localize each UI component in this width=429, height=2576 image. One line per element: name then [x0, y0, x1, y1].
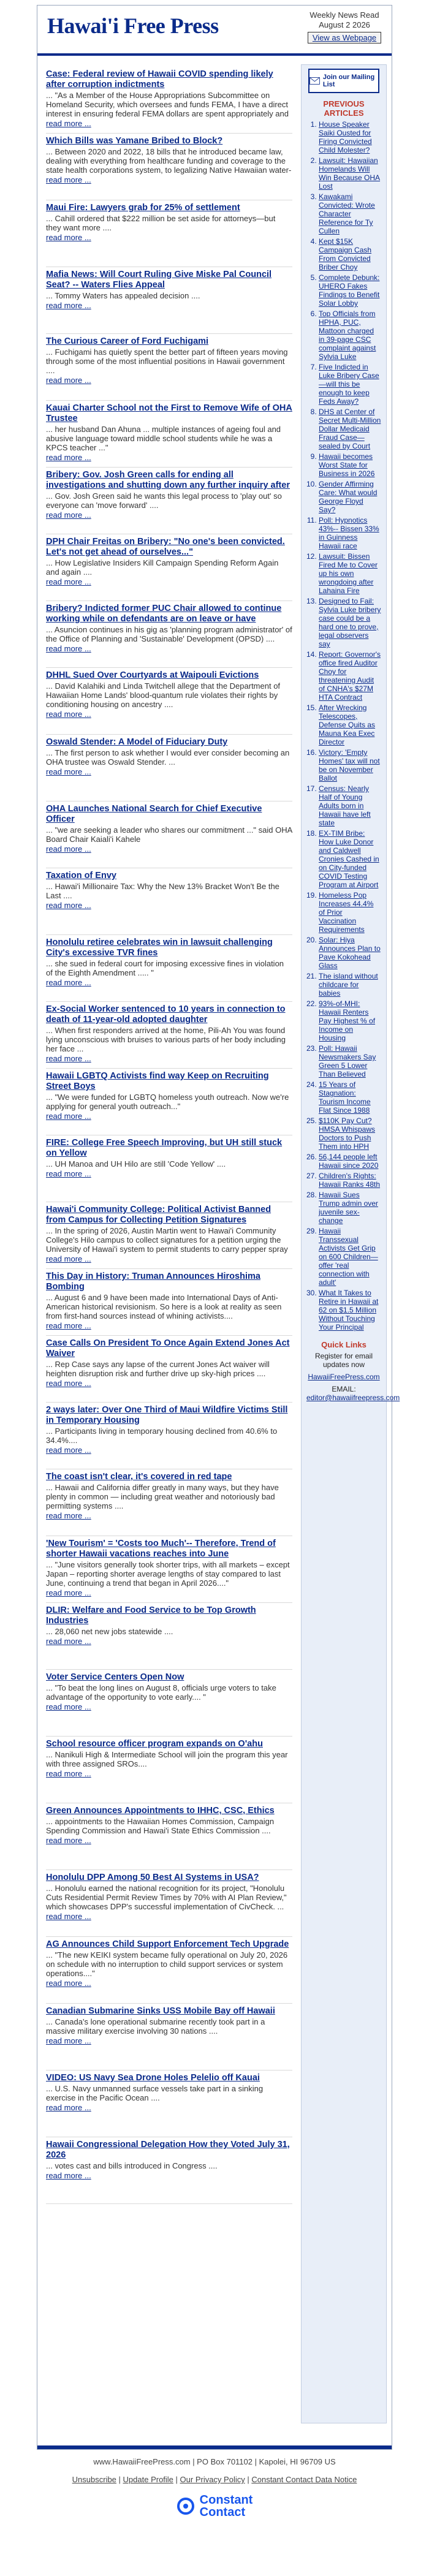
previous-article-item [319, 480, 381, 514]
story-headline-link[interactable]: The Curious Career of Ford Fuchigami [46, 336, 209, 346]
previous-article-link[interactable]: DHS at Center of Secret Multi-Million Dollar Medicaid Fraud Case—sealed by Court [319, 407, 381, 450]
story-headline-link[interactable]: This Day in History: Truman Announces Hiroshima Bombing [46, 1271, 260, 1292]
story [46, 401, 292, 468]
previous-article-link[interactable]: Report: Governor's office fired Auditor Choy for threatening Audit of CNHA's $27M HTA Contract [319, 650, 381, 702]
register-text: Register for email updates now [314, 1352, 373, 1369]
previous-article-link[interactable]: EX-TIM Bribe: How Luke Donor and Caldwell Cronies Cashed in on City-funded COVID Testing Program at Airport [319, 829, 379, 889]
cc-name-line2: Contact [199, 2506, 246, 2519]
story-headline-link[interactable]: Which Bills was Yamane Bribed to Block? [46, 136, 223, 146]
email-label: EMAIL: [332, 1385, 356, 1393]
site-link[interactable]: HawaiiFreePress.com [308, 1373, 380, 1381]
story [46, 601, 292, 668]
story [46, 1069, 292, 1135]
story-excerpt: ... Tommy Waters has appealed decision .... [46, 291, 200, 300]
story-excerpt: ... "The new KEIKI system became fully operational on July 20, 2026 on schedule with no interruption to child support services or system operations...." [46, 1950, 288, 1978]
story-excerpt: ... she sued in federal court for imposing excessive fines in violation of the Eighth Amendment ..... " [46, 959, 284, 977]
story-headline-link[interactable]: Hawaii Congressional Delegation How they Voted July 31, 2026 [46, 2140, 290, 2160]
read-more-link[interactable]: read more ... [46, 119, 91, 128]
story [46, 2137, 292, 2204]
read-more-link[interactable]: read more ... [46, 1112, 91, 1121]
read-more-link[interactable]: read more ... [46, 978, 91, 987]
read-more-link[interactable]: read more ... [46, 1836, 91, 1845]
previous-article-item [319, 1227, 381, 1287]
story-headline-link[interactable]: Canadian Submarine Sinks USS Mobile Bay off Hawaii [46, 2006, 275, 2016]
view-as-webpage-link[interactable]: View as Webpage [308, 32, 381, 44]
read-more-link[interactable]: read more ... [46, 2103, 91, 2112]
previous-article-item [319, 156, 381, 191]
read-more-link[interactable]: read more ... [46, 844, 91, 854]
story-headline-link[interactable]: Hawaii LGBTQ Activists find way Keep on Recruiting Street Boys [46, 1071, 269, 1091]
story-excerpt: ... Rep Case says any lapse of the current Jones Act waiver will heighten disruption risk and further drive up sky-high prices .... [46, 1360, 270, 1378]
previous-articles-title: PREVIOUS ARTICLES [323, 99, 365, 118]
previous-article-item [319, 237, 381, 271]
update-profile-link[interactable]: Update Profile [123, 2475, 173, 2484]
previous-article-link[interactable]: Hawaii Transsexual Activists Get Grip on 600 Children—offer 'real connection with adult' [319, 1227, 378, 1287]
story-excerpt: ... appointments to the Hawaiian Homes Commission, Campaign Spending Commission and Hawai'i State Ethics Commission .... [46, 1817, 275, 1835]
read-more-link[interactable]: read more ... [46, 1054, 91, 1063]
story [46, 1269, 292, 1336]
previous-article-item [319, 1172, 381, 1189]
read-more-link[interactable]: read more ... [46, 301, 91, 310]
story-excerpt: ... August 6 and 9 have been made into International Days of Anti-American historical revisionism. So here is a look at reality as seen from first-hand sources instead of whining activists.... [46, 1293, 282, 1320]
previous-article-link[interactable]: Solar: Hiya Announces Plan to Pave Kokohead Glass [319, 936, 381, 970]
previous-article-item [319, 891, 381, 934]
previous-article-link[interactable]: 56,144 people left Hawaii since 2020 [319, 1153, 379, 1170]
read-more-link[interactable]: read more ... [46, 1379, 91, 1388]
read-more-link[interactable]: read more ... [46, 577, 91, 586]
story-headline-link[interactable]: DLIR: Welfare and Food Service to be Top Growth Industries [46, 1605, 256, 1626]
previous-article-link[interactable]: Hawaii becomes Worst State for Business in 2026 [319, 452, 375, 478]
unsubscribe-link[interactable]: Unsubscribe [72, 2475, 116, 2484]
story-headline-link[interactable]: Bribery: Gov. Josh Green calls for ending all investigations and shutting down any further inquiry after [46, 470, 290, 490]
story [46, 534, 292, 601]
previous-articles-list [306, 120, 381, 1332]
story-headline-link[interactable]: Bribery? Indicted former PUC Chair allowed to continue working while on defendants are on leave or have [46, 604, 282, 624]
story-headline-link[interactable]: Voter Service Centers Open Now [46, 1672, 184, 1682]
previous-article-link[interactable]: Kawakami Convicted: Wrote Character Reference for Ty Cullen [319, 192, 375, 235]
previous-article-item [319, 936, 381, 970]
previous-article-item [319, 650, 381, 702]
story [46, 1403, 292, 1469]
story [46, 1135, 292, 1202]
story-excerpt: ... "To beat the long lines on August 8, officials urge voters to take advantage of the opportunity to vote early.... " [46, 1683, 276, 1702]
story-headline-link[interactable]: Ex-Social Worker sentenced to 10 years in connection to death of 11-year-old adopted daughter [46, 1004, 286, 1025]
previous-article-item [319, 597, 381, 648]
constant-contact-icon [177, 2497, 195, 2515]
story-headline-link[interactable]: Honolulu retiree celebrates win in lawsuit challenging City's excessive TVR fines [46, 938, 273, 958]
previous-article-item [319, 552, 381, 595]
story-headline-link[interactable]: Case: Federal review of Hawaii COVID spending likely after corruption indictments [46, 69, 273, 89]
story-excerpt: ... "we are seeking a leader who shares our commitment ..." said OHA Board Chair Kaiali'i Kahele [46, 825, 292, 844]
read-more-link[interactable]: read more ... [46, 376, 91, 385]
privacy-policy-link[interactable]: Our Privacy Policy [180, 2475, 245, 2484]
previous-article-item [319, 784, 381, 827]
masthead-title: Hawai'i Free Press [47, 13, 219, 38]
previous-article-item [319, 1153, 381, 1170]
envelope-icon [309, 77, 320, 85]
story [46, 2070, 292, 2137]
story [46, 1603, 292, 1670]
previous-article-link[interactable]: Homeless Pop Increases 44.4% of Prior Vaccination Requirements [319, 891, 374, 934]
previous-article-link[interactable]: Gender Affirming Care: What would George Floyd Say? [319, 480, 378, 514]
story-excerpt: ... The first person to ask whether I would ever consider becoming an OHA trustee was Oswald Stender. ... [46, 748, 290, 767]
read-more-link[interactable]: read more ... [46, 1169, 91, 1178]
story [46, 200, 292, 267]
story [46, 67, 292, 134]
previous-article-item [319, 407, 381, 450]
read-more-link[interactable]: read more ... [46, 1912, 91, 1921]
footer-bar [37, 2445, 392, 2449]
story [46, 1937, 292, 2004]
newsletter-container [37, 5, 400, 2450]
read-more-link[interactable]: read more ... [46, 453, 91, 462]
previous-article-item [319, 1116, 381, 1151]
story-excerpt: ... Hawaii and California differ greatly in many ways, but they have plenty in common — including great weather and notoriously bad permitting systems .... [46, 1483, 279, 1510]
story [46, 935, 292, 1002]
story-headline-link[interactable]: Taxation of Envy [46, 871, 116, 881]
previous-article-item [319, 829, 381, 889]
story-headline-link[interactable]: OHA Launches National Search for Chief Executive Officer [46, 804, 262, 824]
previous-article-link[interactable]: Children's Rights: Hawaii Ranks 48th [319, 1172, 381, 1189]
story-excerpt: ... Fuchigami has quietly spent the better part of fifteen years moving through some of the most influential positions in Hawaii government .... [46, 347, 288, 375]
story [46, 334, 292, 401]
issue-label: Weekly News Read [309, 10, 379, 20]
story-headline-link[interactable]: Honolulu DPP Among 50 Best AI Systems in USA? [46, 1873, 259, 1882]
story-excerpt: ... 28,060 net new jobs statewide .... [46, 1627, 173, 1636]
story [46, 668, 292, 735]
read-more-link[interactable]: read more ... [46, 1979, 91, 1988]
story [46, 1536, 292, 1603]
read-more-link[interactable]: read more ... [46, 710, 91, 719]
newsletter-header [37, 6, 392, 56]
previous-article-item [319, 516, 381, 550]
read-more-link[interactable]: read more ... [46, 2036, 91, 2045]
read-more-link[interactable]: read more ... [46, 1588, 91, 1597]
previous-article-item [319, 1044, 381, 1078]
story-excerpt: ... Participants living in temporary housing declined from 40.6% to 34.4%.... [46, 1426, 278, 1445]
read-more-link[interactable]: read more ... [46, 1254, 91, 1263]
sidebar [301, 64, 400, 2423]
email-footer [0, 2457, 429, 2518]
issue-meta [305, 10, 384, 44]
previous-article-link[interactable]: After Wrecking Telescopes, Defense Quits as Mauna Kea Exec Director [319, 703, 376, 746]
story-excerpt: ... "As a Member of the House Appropriations Subcommittee on Homeland Security, which oversees and funds FEMA, I have a direct interest in ensuring federal FEMA dollars are spent appropriately and [46, 91, 289, 118]
previous-article-item [319, 363, 381, 406]
previous-article-link[interactable]: What It Takes to Retire in Hawaii at 62 on $1.5 Million Without Touching Your Principal [319, 1289, 379, 1332]
story [46, 2004, 292, 2070]
join-mailing-list-label: Join our Mailing List [322, 74, 375, 88]
previous-article-link[interactable]: Hawaii Sues Trump admin over juvenile sex-change [319, 1191, 378, 1225]
previous-article-item [319, 192, 381, 235]
previous-article-item [319, 1080, 381, 1115]
read-more-link[interactable]: read more ... [46, 2171, 91, 2180]
read-more-link[interactable]: read more ... [46, 767, 91, 776]
story-excerpt: ... Gov. Josh Green said he wants this legal process to 'play out' so everyone can 'move forward' .... [46, 491, 282, 510]
story-headline-link[interactable]: School resource officer program expands on O'ahu [46, 1739, 263, 1749]
story-headline-link[interactable]: Mafia News: Will Court Ruling Give Miske Pal Council Seat? -- Waters Flies Appeal [46, 270, 272, 290]
previous-article-link[interactable]: 93%-of-MHI: Hawaii Renters Pay Highest % of Income on Housing [319, 999, 376, 1042]
previous-article-item [319, 703, 381, 746]
previous-article-item [319, 1289, 381, 1332]
previous-article-item [319, 1191, 381, 1225]
read-more-link[interactable]: read more ... [46, 1321, 91, 1330]
previous-article-link[interactable]: Top Officials from HPHA, PUC, Mattoon charged in 39-page CSC complaint against Sylvia Luke [319, 309, 376, 361]
story [46, 1803, 292, 1870]
previous-article-item [319, 273, 381, 308]
story [46, 1002, 292, 1069]
read-more-link[interactable]: read more ... [46, 1769, 91, 1778]
story-excerpt: ... In the spring of 2026, Austin Martin went to Hawai'i Community College's Hilo campus to collect signatures for a petition urging the University of Hawai'i system to permit students to carry pepper spray [46, 1226, 288, 1254]
story-excerpt: ... Canada's lone operational submarine recently took part in a massive military exercise involving 30 nations .... [46, 2017, 265, 2036]
read-more-link[interactable]: read more ... [46, 233, 91, 242]
story-headline-link[interactable]: AG Announces Child Support Enforcement Tech Upgrade [46, 1939, 289, 1949]
story-headline-link[interactable]: 2 ways later: Over One Third of Maui Wildfire Victims Still in Temporary Housing [46, 1405, 288, 1425]
previous-article-item [319, 120, 381, 154]
story-headline-link[interactable]: DPH Chair Freitas on Bribery: "No one's been convicted. Let's not get ahead of ourselves..." [46, 537, 285, 557]
previous-article-link[interactable]: Victory: 'Empty Homes' tax will not be on November Ballot [319, 748, 380, 782]
story-excerpt: ... Cahill ordered that $222 million be set aside for attorneys—but they want more .... [46, 214, 276, 232]
story [46, 1469, 292, 1536]
previous-article-link[interactable]: Lawsuit: Hawaiian Homelands Will Win Because OHA Lost [319, 156, 381, 191]
previous-article-item [319, 452, 381, 478]
previous-article-item [319, 999, 381, 1042]
read-more-link[interactable]: read more ... [46, 1445, 91, 1455]
constant-contact-notice-link[interactable]: Constant Contact Data Notice [251, 2475, 357, 2484]
story [46, 801, 292, 868]
read-more-link[interactable]: read more ... [46, 644, 91, 653]
story-excerpt: ... Honolulu earned the national recognition for its project, "Honolulu Cuts Residential Permit Review Times by 70% with AI Plan Review," which showcases DPP's successful implementation of CivCheck. ... [46, 1884, 287, 1911]
story-excerpt: ... "June visitors generally took shorter trips, with all markets – except Japan – reporting shorter average lengths of stay compared to last June, continuing a trend that began in April 2026...." [46, 1560, 290, 1588]
story [46, 735, 292, 801]
cc-name-line1: Constant [199, 2493, 253, 2507]
editor-email-link[interactable]: editor@hawaiifreepress.com [306, 1393, 400, 1402]
story-headline-link[interactable]: Case Calls On President To Once Again Extend Jones Act Waiver [46, 1338, 290, 1358]
previous-article-link[interactable]: $110K Pay Cut? HMSA Whispaws Doctors to Push Them into HPH [319, 1116, 376, 1151]
previous-article-item [319, 748, 381, 782]
story-excerpt: ... "We were funded for LGBTQ homeless youth outreach. Now we're applying for general youth outreach..." [46, 1093, 289, 1111]
story-excerpt: ... When first responders arrived at the home, Pili-Ah You was found lying unconscious with bruises to various parts of her body including her face ... [46, 1026, 286, 1053]
previous-article-link[interactable]: Complete Debunk: UHERO Fakes Findings to Benefit Solar Lobby [319, 273, 380, 308]
story-headline-link[interactable]: 'New Tourism' = 'Costs too Much'-- Therefore, Trend of shorter Hawaii vacations reaches into June [46, 1539, 276, 1559]
story-headline-link[interactable]: Green Announces Appointments to IHHC, CSC, Ethics [46, 1806, 275, 1816]
story-excerpt: ... Asuncion continues in his gig as 'planning program administrator' of the Office of Planning and 'Sustainable' Development (OPSD) .... [46, 625, 292, 643]
previous-article-link[interactable]: 15 Years of Stagnation: Tourism Income Flat Since 1988 [319, 1080, 371, 1115]
quick-links-title: Quick Links [321, 1340, 366, 1349]
footer-links: Unsubscribe | Update Profile | Our Privacy Policy | Constant Contact Data Notice [72, 2475, 357, 2484]
previous-article-link[interactable]: House Speaker Saiki Ousted for Firing Convicted Child Molester? [319, 120, 372, 154]
story-excerpt: ... How Legislative Insiders Kill Campaign Spending Reform Again and again .... [46, 558, 279, 577]
story-headline-link[interactable]: Kauai Charter School not the First to Remove Wife of OHA Trustee [46, 403, 292, 423]
read-more-link[interactable]: read more ... [46, 175, 91, 184]
previous-article-item [319, 972, 381, 998]
story-headline-link[interactable]: Hawai'i Community College: Political Activist Banned from Campus for Collecting Petition Signatures [46, 1205, 271, 1225]
story-excerpt: ... Hawai'i Millionaire Tax: Why the New 13% Bracket Won't Be the Last .... [46, 882, 279, 900]
story-headline-link[interactable]: VIDEO: US Navy Sea Drone Holes Pelelio off Kauai [46, 2073, 260, 2083]
read-more-link[interactable]: read more ... [46, 1511, 91, 1520]
story-excerpt: ... U.S. Navy unmanned surface vessels take part in a sinking exercise in the Pacific Ocean .... [46, 2084, 264, 2102]
read-more-link[interactable]: read more ... [46, 1702, 91, 1711]
story-excerpt: ... Between 2020 and 2022, 18 bills that he introduced became law, dealing with everything from healthcare funding and coverage to the state health corporations system, to legalizing Native Hawaiian water- [46, 147, 292, 175]
story [46, 1737, 292, 1803]
previous-article-item [319, 309, 381, 361]
story-excerpt: ... David Kalahiki and Linda Twitchell allege that the Department of Hawaiian Home Lands' blood-quantum rule violates their rights by conditioning housing on ancestry .... [46, 681, 281, 709]
previous-article-link[interactable]: The island without childcare for babies [319, 972, 378, 998]
story [46, 868, 292, 935]
story [46, 1336, 292, 1403]
story-headline-link[interactable]: DHHL Sued Over Courtyards at Waipouli Evictions [46, 670, 259, 680]
story [46, 267, 292, 334]
story [46, 468, 292, 534]
previous-article-link[interactable]: Poll: Hypnotics 43%-- Bissen 33% in Guinness Hawaii race [319, 516, 379, 550]
story-excerpt: ... UH Manoa and UH Hilo are still 'Code Yellow' .... [46, 1159, 226, 1169]
footer-address: www.HawaiiFreePress.com | PO Box 701102 | Kapolei, HI 96709 US [93, 2457, 336, 2466]
issue-date: August 2 2026 [319, 20, 370, 29]
story-headline-link[interactable]: Oswald Stender: A Model of Fiduciary Duty [46, 737, 228, 747]
story [46, 1202, 292, 1269]
sidebar-email-block [306, 1385, 400, 1402]
previous-article-link[interactable]: Lawsuit: Bissen Fired Me to Cover up his own wrongdoing after Lahaina Fire [319, 552, 378, 595]
story [46, 1670, 292, 1737]
story-headline-link[interactable]: Maui Fire: Lawyers grab for 25% of settlement [46, 203, 240, 213]
join-mailing-list-button[interactable] [308, 69, 379, 93]
constant-contact-logo[interactable] [177, 2494, 253, 2518]
story-excerpt: ... votes cast and bills introduced in Congress .... [46, 2161, 218, 2170]
previous-article-link[interactable]: Designed to Fail: Sylvia Luke bribery case could be a hard one to prove, legal observers say [319, 597, 381, 648]
stories-column [46, 67, 292, 2204]
read-more-link[interactable]: read more ... [46, 1637, 91, 1646]
previous-article-link[interactable]: Kept $15K Campaign Cash From Convicted Briber Choy [319, 237, 372, 271]
story-headline-link[interactable]: The coast isn't clear, it's covered in red tape [46, 1472, 232, 1482]
story-excerpt: ... Nanikuli High & Intermediate School will join the program this year with three assigned SROs.... [46, 1750, 288, 1768]
story-headline-link[interactable]: FIRE: College Free Speech Improving, but UH still stuck on Yellow [46, 1138, 283, 1158]
previous-article-link[interactable]: Five Indicted in Luke Bribery Case—will this be enough to keep Feds Away? [319, 363, 379, 406]
story-excerpt: ... her husband Dan Ahuna ... multiple instances of ageing foul and abusive language toward middle school students while he was a KPCS teacher ..." [46, 425, 281, 452]
previous-article-link[interactable]: Poll: Hawaii Newsmakers Say Green 5 Lower Than Believed [319, 1044, 376, 1078]
story [46, 1870, 292, 1937]
story [46, 134, 292, 200]
read-more-link[interactable]: read more ... [46, 510, 91, 520]
read-more-link[interactable]: read more ... [46, 901, 91, 910]
previous-article-link[interactable]: Census: Nearly Half of Young Adults born in Hawaii have left state [319, 784, 371, 827]
